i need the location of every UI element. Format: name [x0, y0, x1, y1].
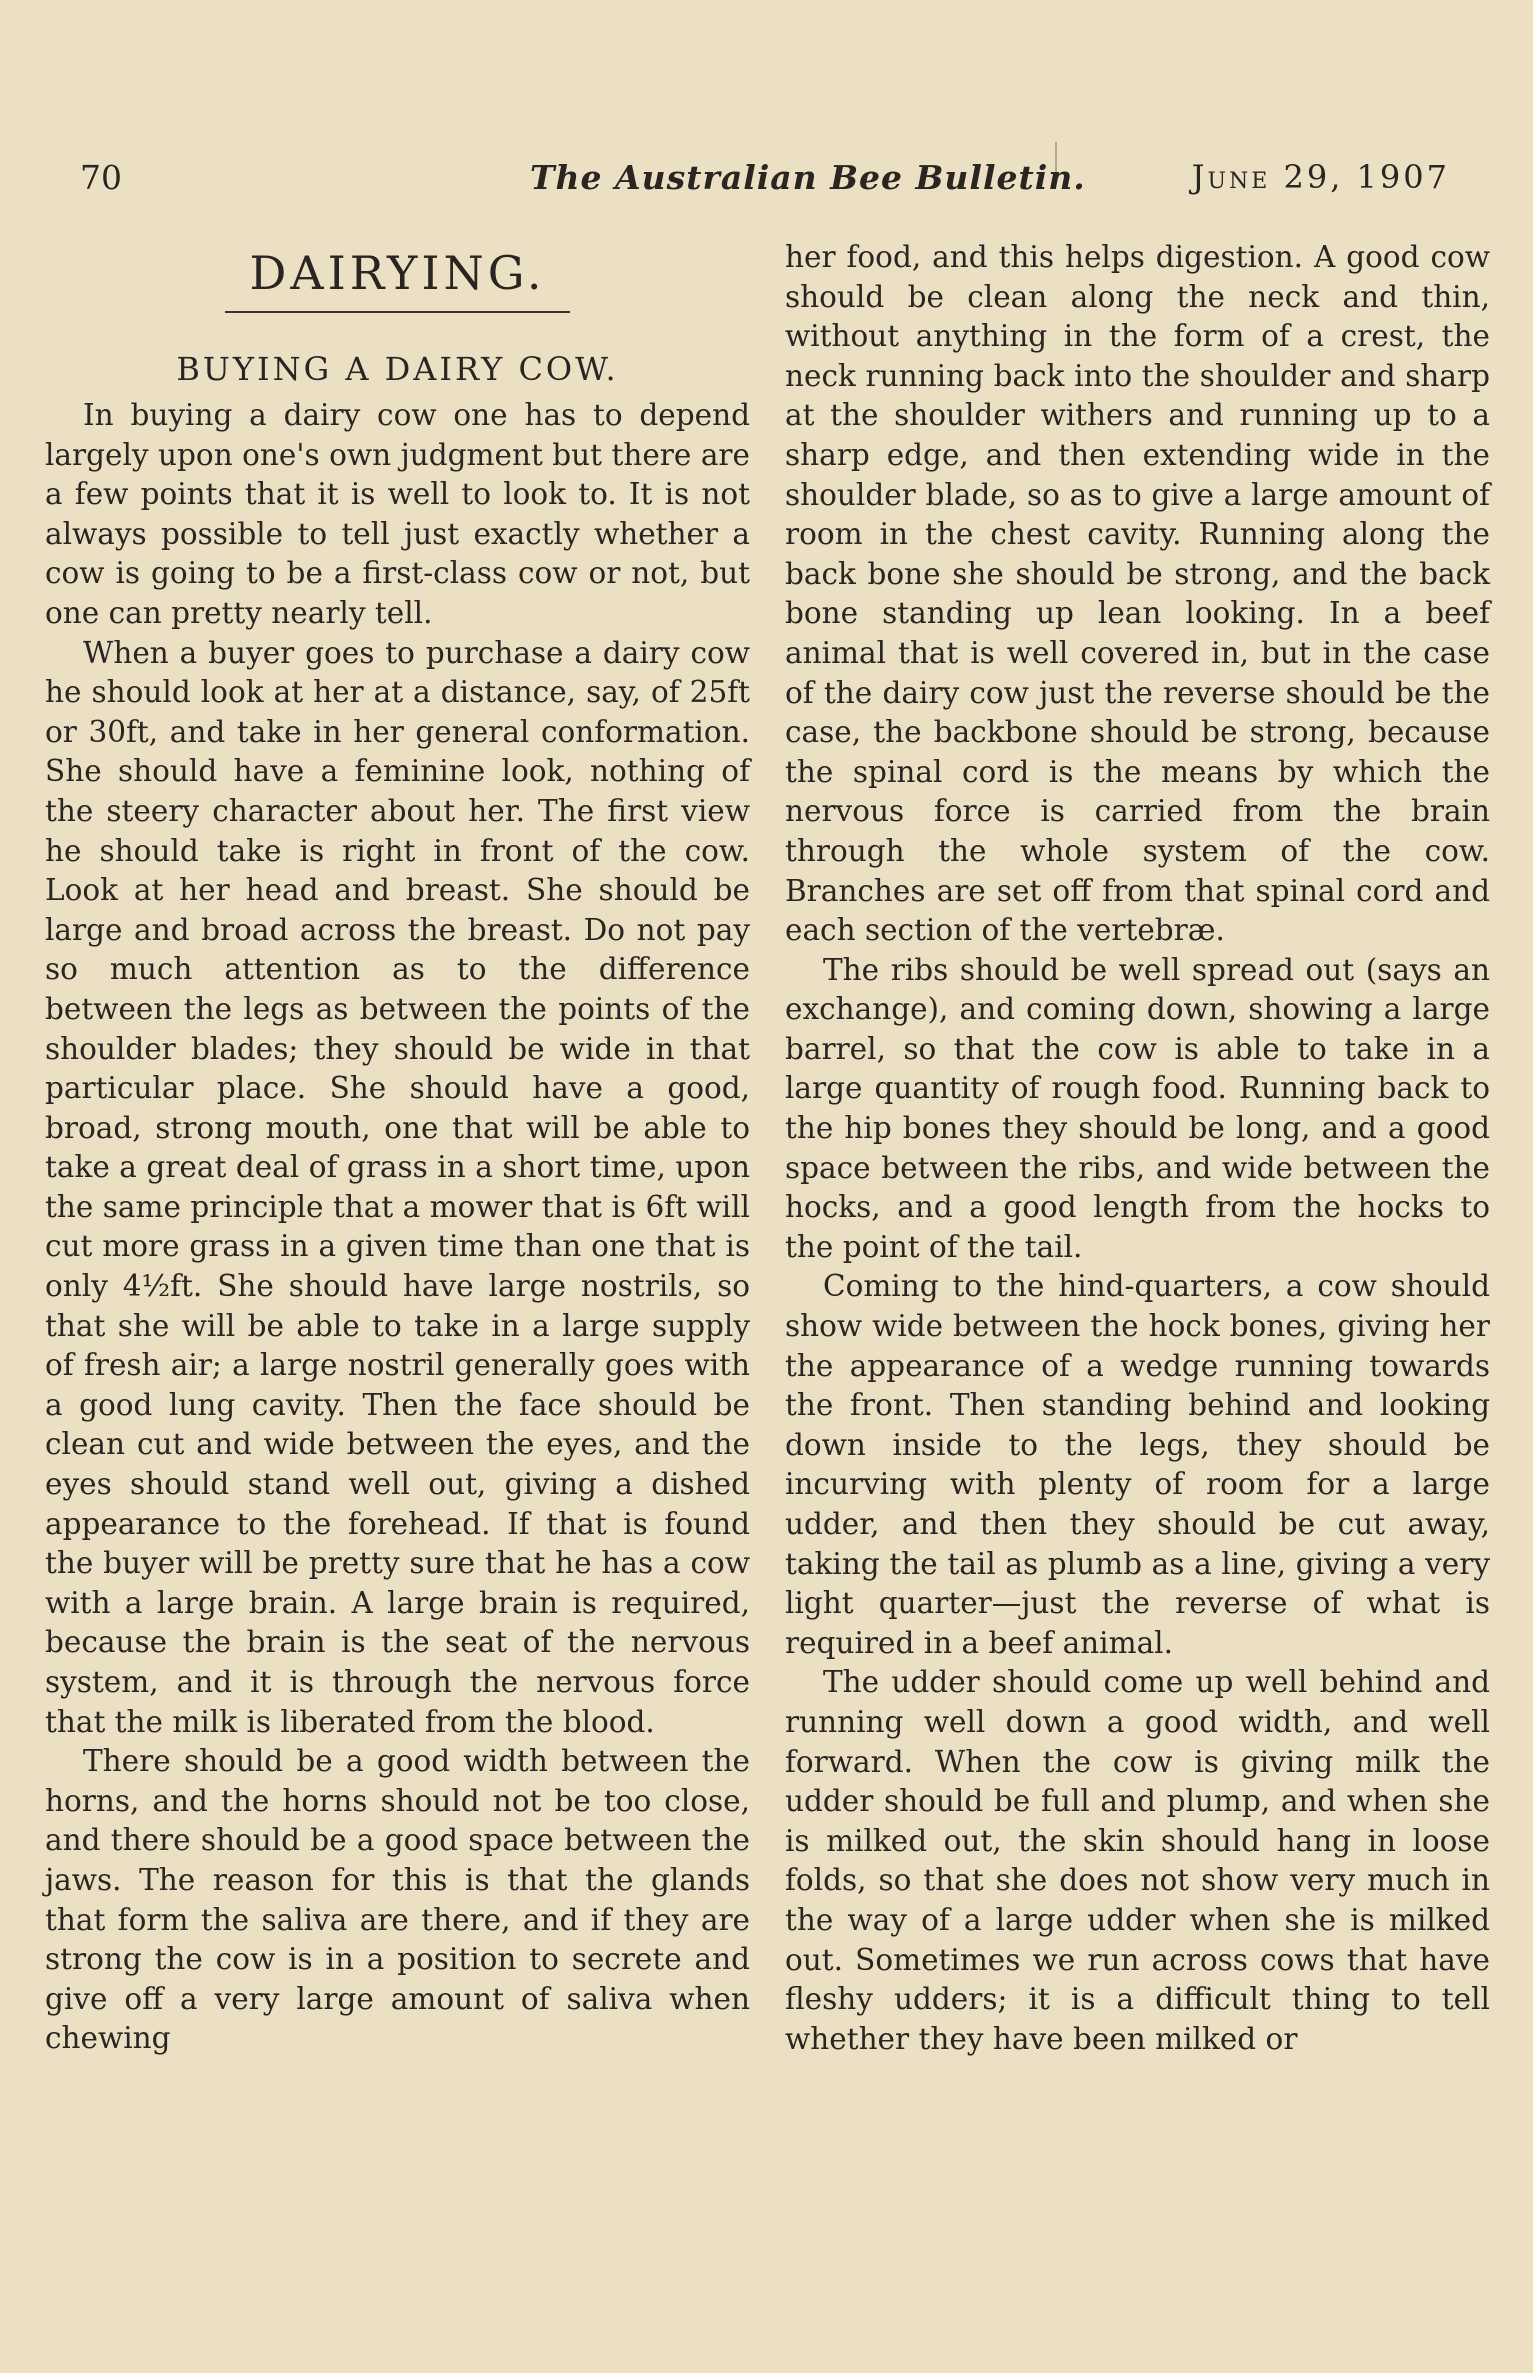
masthead: The Australian Bee Bulletin.: [530, 158, 1086, 197]
page-number: 70: [80, 158, 122, 197]
left-column: [45, 235, 750, 2059]
paragraph: When a buyer goes to purchase a dairy cow he should look at her at a distance, say, of 25ft or 30ft, and take in her general conformation. She should have a feminine look, nothing of the steery character about her. The first view he should take is right in front of the cow. Look at her head and breast. She should be large and broad across the breast. Do not pay so much attention as to the difference between the legs as between the points of the shoulder blades; they should be wide in that particular place. She should have a good, broad, strong mouth, one that will be able to take a great deal of grass in a short time, upon the same principle that a mower that is 6ft will cut more grass in a given time than one that is only 4½ft. She should have large nostrils, so that she will be able to take in a large supply of fresh air; a large nostril generally goes with a good lung cavity. Then the face should be clean cut and wide between the eyes, and the eyes should stand well out, giving a dished appearance to the forehead. If that is found the buyer will be pretty sure that he has a cow with a large brain. A large brain is required, because the brain is the seat of the nervous system, and it is through the nervous force that the milk is liberated from the blood.: [45, 635, 750, 1739]
title-rule: [225, 311, 570, 313]
paragraph: Coming to the hind-quarters, a cow should show wide between the hock bones, giving her the appearance of a wedge running towards the front. Then standing behind and looking down inside to the legs, they should be incurving with plenty of room for a large udder, and then they should be cut away, taking the tail as plumb as a line, giving a very light quarter—just the reverse of what is required in a beef animal.: [785, 1269, 1490, 1660]
paragraph: The ribs should be well spread out (says an exchange), and coming down, showing a large barrel, so that the cow is able to take in a large quantity of rough food. Running back to the hip bones they should be long, and a good space between the ribs, and wide between the hocks, and a good length from the hocks to the point of the tail.: [785, 952, 1490, 1264]
section-title: DAIRYING.: [249, 246, 546, 300]
right-column: [785, 238, 1490, 2059]
paragraph: There should be a good width between the horns, and the horns should not be too close, and there should be a good space between the jaws. The reason for this is that the glands that form the saliva are there, and if they are strong the cow is in a position to secrete and give off a very large amount of saliva when chewing: [45, 1744, 750, 2056]
issue-date: June 29, 1907: [1191, 158, 1450, 196]
paragraph: her food, and this helps digestion. A good cow should be clean along the neck and thin, without anything in the form of a crest, the neck running back into the shoulder and sharp at the shoulder withers and running up to a sharp edge, and then extending wide in the shoulder blade, so as to give a large amount of room in the chest cavity. Running along the back bone she should be strong, and the back bone standing up lean looking. In a beef animal that is well covered in, but in the case of the dairy cow just the reverse should be the case, the backbone should be strong, because the spinal cord is the means by which the nervous force is carried from the brain through the whole system of the cow. Branches are set off from that spinal cord and each section of the vertebræ.: [785, 240, 1490, 948]
article-title: BUYING A DAIRY COW.: [176, 350, 619, 388]
paragraph: In buying a dairy cow one has to depend largely upon one's own judgment but there are a few points that it is well to look to. It is not always possible to tell just exactly whether a cow is going to be a first-class cow or not, but one can pretty nearly tell.: [45, 398, 750, 630]
page-header: [80, 158, 1450, 208]
paragraph: The udder should come up well behind and running well down a good width, and well forward. When the cow is giving milk the udder should be full and plump, and when she is milked out, the skin should hang in loose folds, so that she does not show very much in the way of a large udder when she is milked out. Sometimes we run across cows that have fleshy udders; it is a difficult thing to tell whether they have been milked or: [785, 1665, 1490, 2056]
